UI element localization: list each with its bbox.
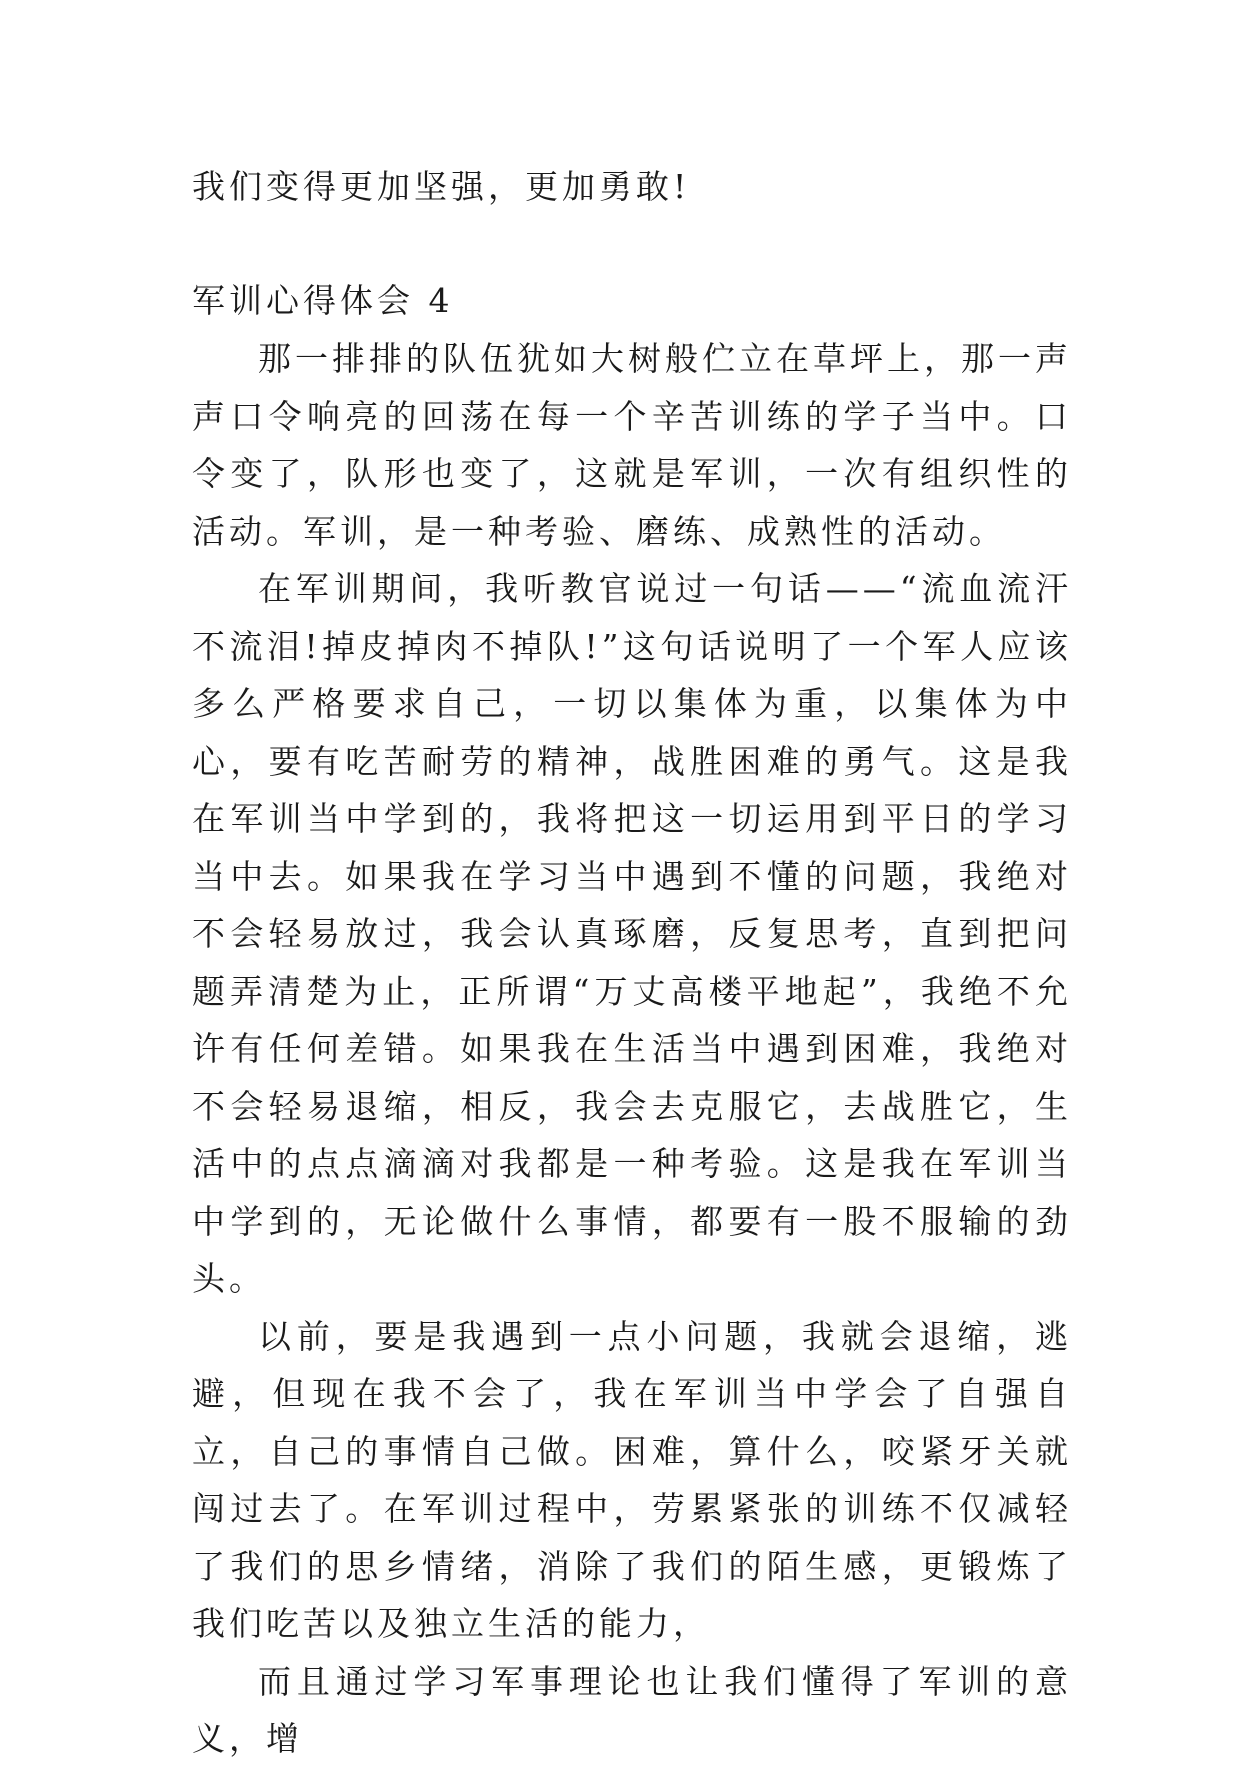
lead-line: 我们变得更加坚强，更加勇敢! bbox=[192, 167, 691, 206]
paragraph-1: 那一排排的队伍犹如大树般伫立在草坪上，那一声声口令响亮的回荡在每一个辛苦训练的学子当中。口令变了，队形也变了，这就是军训，一次有组织性的活动。军训，是一种考验、磨练、成熟性的活动。 bbox=[192, 339, 1072, 551]
paragraph-2: 在军训期间，我听教官说过一句话——“流血流汗不流泪!掉皮掉肉不掉队!”这句话说明了一个军人应该多么严格要求自己，一切以集体为重，以集体为中心，要有吃苦耐劳的精神，战胜困难的勇气。这是我在军训当中学到的，我将把这一切运用到平日的学习当中去。如果我在学习当中遇到不懂的问题，我绝对不会轻易放过，我会认真琢磨，反复思考，直到把问题弄清楚为止，正所谓“万丈高楼平地起”，我绝不允许有任何差错。如果我在生活当中遇到困难，我绝对不会轻易退缩，相反，我会去克服它，去战胜它，生活中的点点滴滴对我都是一种考验。这是我在军训当中学到的，无论做什么事情，都要有一股不服输的劲头。 bbox=[192, 569, 1072, 1298]
paragraph-3: 以前，要是我遇到一点小问题，我就会退缩，逃避，但现在我不会了，我在军训当中学会了自强自立，自己的事情自己做。困难，算什么，咬紧牙关就闯过去了。在军训过程中，劳累紧张的训练不仅减轻了我们的思乡情绪，消除了我们的陌生感，更锻炼了我们吃苦以及独立生活的能力， bbox=[192, 1316, 1072, 1643]
body-text bbox=[192, 330, 1072, 1768]
paragraph-4: 而且通过学习军事理论也让我们懂得了军训的意义，增 bbox=[192, 1661, 1072, 1758]
section-title: 军训心得体会 4 bbox=[192, 281, 454, 320]
